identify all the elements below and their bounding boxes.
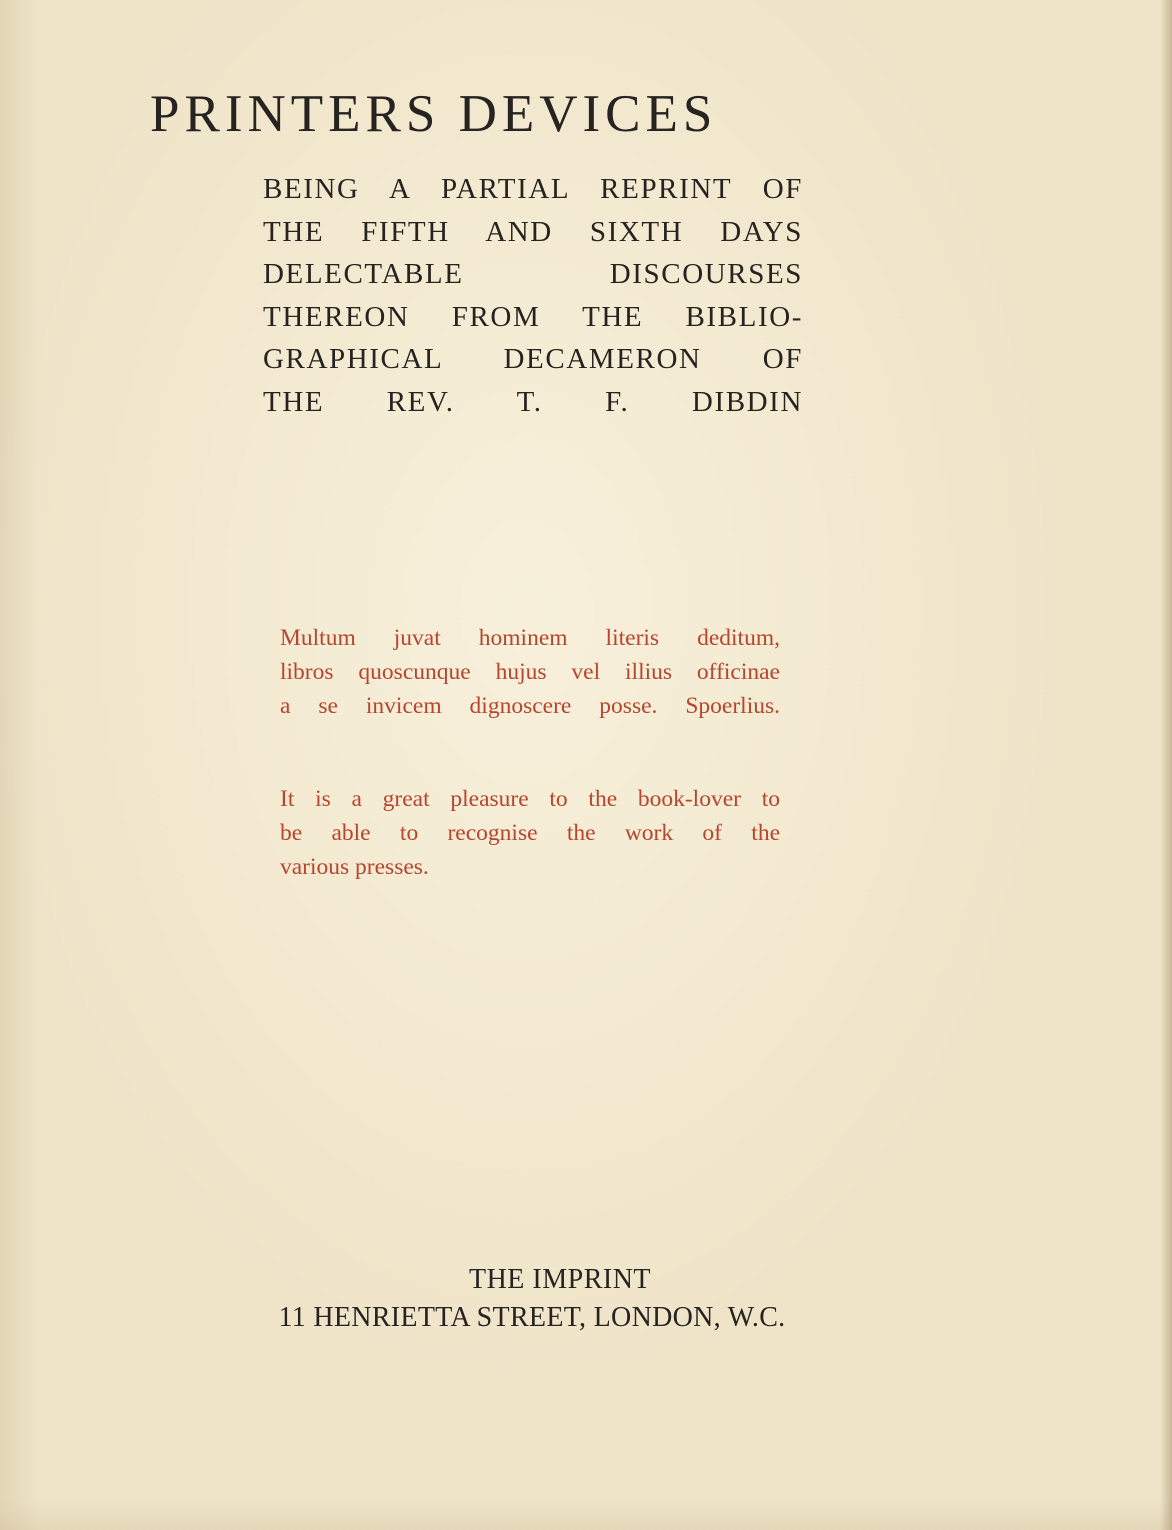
publisher-address: 11 HENRIETTA STREET, LONDON, W.C. — [278, 1302, 786, 1333]
subtitle-line: BEING A PARTIAL REPRINT OF — [263, 173, 803, 205]
english-translation — [280, 782, 780, 884]
translation-line: It is a great pleasure to the book-lover to — [280, 786, 780, 812]
latin-epigraph — [280, 621, 780, 723]
subtitle-line: GRAPHICAL DECAMERON OF — [263, 343, 803, 375]
epigraph-line: Multum juvat hominem literis deditum, — [280, 625, 780, 651]
epigraph-line: a se invicem dignoscere posse. Spoerlius. — [280, 693, 780, 719]
subtitle-line: DELECTABLE DISCOURSES — [263, 258, 803, 290]
translation-line: various presses. — [280, 854, 429, 880]
subtitle-line: THE FIFTH AND SIXTH DAYS — [263, 215, 803, 248]
publisher-name: THE IMPRINT — [468, 1264, 652, 1295]
subtitle-block — [263, 168, 803, 423]
subtitle-line: THEREON FROM THE BIBLIO- — [263, 300, 803, 333]
page-title: PRINTERS DEVICES — [150, 85, 718, 143]
epigraph-line: libros quoscunque hujus vel illius officinae — [280, 659, 780, 685]
subtitle-line: THE REV. T. F. DIBDIN — [263, 385, 803, 418]
page-edge-shadow — [1160, 0, 1172, 1530]
translation-line: be able to recognise the work of the — [280, 820, 780, 846]
